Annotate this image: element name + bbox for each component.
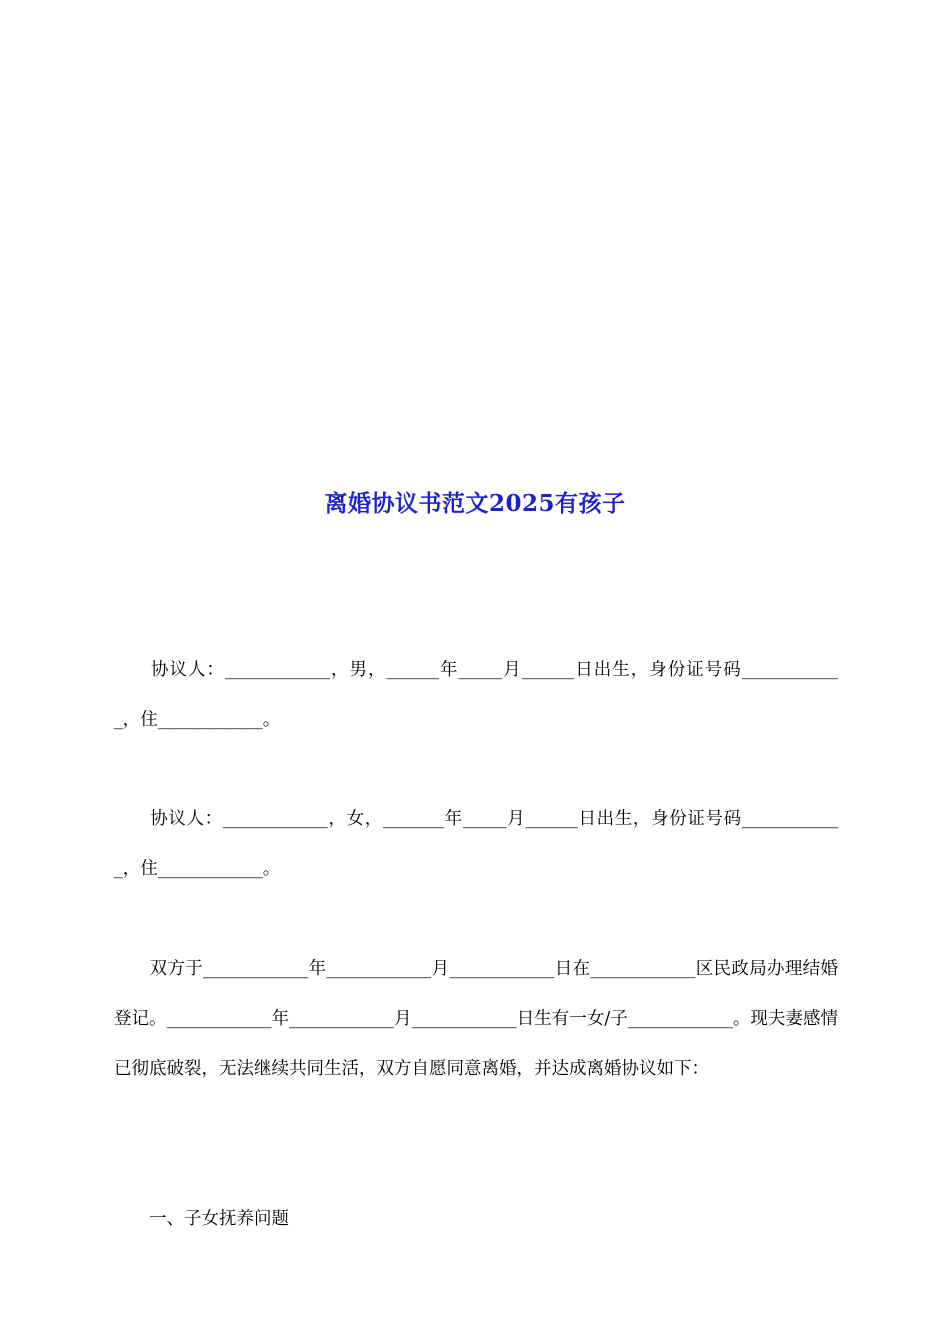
document-title: 离婚协议书范文2025有孩子: [324, 490, 626, 517]
paragraph-party-male: 协议人：____________，男，______年_____月______日出生，身份证号码____________，住____________。: [114, 660, 838, 730]
section-heading-child-custody: 一、子女抚养问题: [114, 1209, 289, 1229]
paragraph-party-female: 协议人：____________，女，_______年_____月______日出生，身份证号码____________，住____________。: [114, 809, 838, 879]
paragraph-marriage-statement: 双方于____________年____________月____________日在____________区民政局办理结婚登记。____________年____________月____________日生有一女/子____________。现夫妻感情已彻底破裂，无法继续共同生活，双方自愿同意离婚，并达成离婚协议如下：: [114, 959, 838, 1079]
